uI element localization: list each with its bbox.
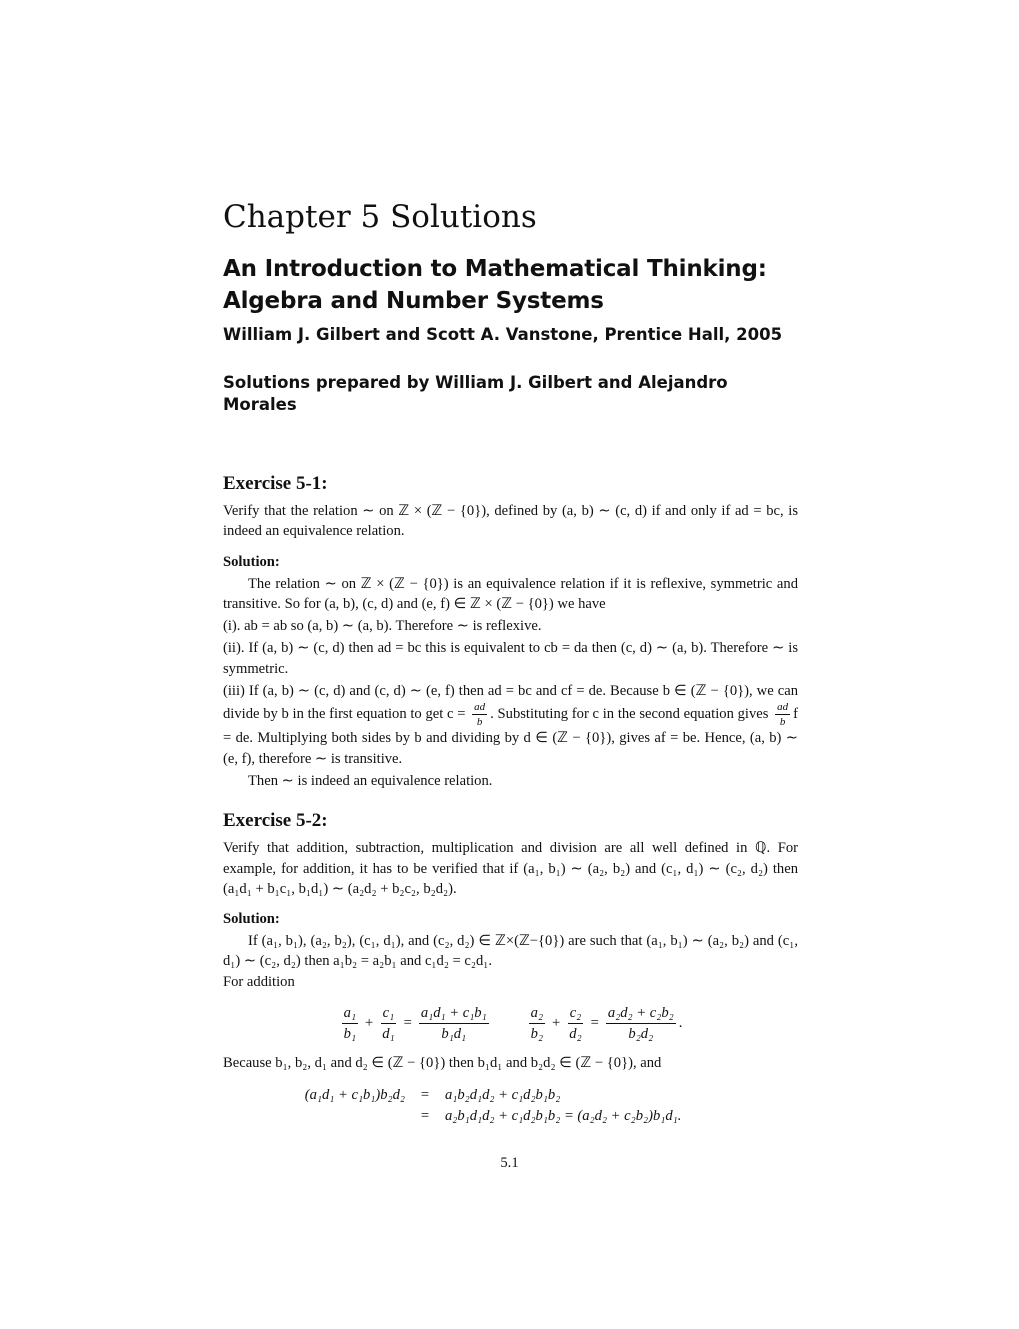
exercise-1-intro: The relation ∼ on ℤ × (ℤ − {0}) is an equivalence relation if it is reflexive, symmetric and transitive. So for (a, b), (c, d) and (e, f) ∈ ℤ × (ℤ − {0}) we have (223, 575, 798, 612)
derivation-rhs-1: a₁b₂d₁d₂ + c₁d₂b₁b₂ (445, 1087, 561, 1104)
plus-sign: + (365, 1014, 374, 1031)
fraction-numerator: a₂ (529, 1004, 545, 1024)
exercise-1-conclusion: Then ∼ is indeed an equivalence relation. (248, 772, 493, 789)
fraction (342, 1004, 358, 1043)
inline-fraction (775, 701, 790, 728)
step3-text-c: f = de. Multiplying both sides by b and dividing by d ∈ (ℤ − {0}), gives af = be. Hence, (a, b) ∼ (e, f), therefore ∼ is transitive. (223, 706, 798, 767)
fraction (419, 1004, 489, 1043)
page-number: 5.1 (500, 1155, 519, 1171)
exercise-1-solution-label: Solution: (223, 553, 280, 570)
fraction-numerator: a₁ (342, 1004, 358, 1024)
exercise-1-step-transitive (223, 681, 798, 769)
fraction-numerator: ad (777, 701, 789, 714)
exercise-1-step-symmetric: (ii). If (a, b) ∼ (c, d) then ad = bc this is equivalent to cb = da then (c, d) ∼ (a, b). Therefore ∼ is symmetric. (223, 640, 798, 677)
addition-equation-1 (339, 1004, 492, 1043)
fraction-denominator: b₂d₂ (628, 1026, 654, 1043)
equals-sign: = (590, 1014, 599, 1031)
equals-sign: = (403, 1014, 412, 1031)
book-title (223, 253, 798, 317)
fraction-denominator: d₂ (569, 1026, 582, 1043)
book-title-line1: An Introduction to Mathematical Thinking: (223, 256, 767, 282)
fraction (606, 1004, 676, 1043)
authors-line: William J. Gilbert and Scott A. Vanstone, Prentice Hall, 2005 (223, 325, 783, 344)
addition-equations (223, 1004, 798, 1043)
book-title-line2: Algebra and Number Systems (223, 288, 604, 314)
fraction-denominator: b₂ (530, 1026, 544, 1043)
fraction (529, 1004, 545, 1043)
fraction (567, 1004, 583, 1043)
inline-fraction (472, 701, 487, 728)
fraction-numerator: ad (474, 701, 486, 714)
aligned-derivation (275, 1085, 798, 1127)
fraction-denominator: d₁ (382, 1026, 395, 1043)
plus-sign: + (552, 1014, 561, 1031)
chapter-title: Chapter 5 Solutions (223, 199, 537, 235)
exercise-2-solution-label: Solution: (223, 911, 280, 928)
derivation-equals: = (420, 1087, 430, 1104)
prepared-by-line: Solutions prepared by William J. Gilbert and Alejandro Morales (223, 373, 728, 414)
fraction-numerator: c₂ (568, 1004, 584, 1024)
exercise-2-intro: If (a₁, b₁), (a₂, b₂), (c₁, d₁), and (c₂, d₂) ∈ ℤ×(ℤ−{0}) are such that (a₁, b₁) ∼ (a₂, b₂) and (c₁, d₁) ∼ (c₂, d₂) then a₁b₂ = a₂b₁ and c₁d₂ = c₂d₁. (223, 933, 798, 970)
exercise-2-problem: Verify that addition, subtraction, multiplication and division are all well defined in ℚ. For example, for addition, it has to be verified that if (a₁, b₁) ∼ (a₂, b₂) and (c₁, d₁) ∼ (c₂, d₂) then (a₁d₁ + b₁c₁, b₁d₁) ∼ (a₂d₂ + b₂c₂, b₂d₂). (223, 840, 798, 897)
exercise-1-step-reflexive: (i). ab = ab so (a, b) ∼ (a, b). Therefore ∼ is reflexive. (223, 618, 542, 635)
fraction-numerator: c₁ (381, 1004, 397, 1024)
exercise-2-heading: Exercise 5-2: (223, 810, 328, 832)
document-page (223, 195, 798, 1127)
fraction-numerator: a₁d₁ + c₁b₁ (419, 1004, 489, 1024)
fraction-numerator: a₂d₂ + c₂b₂ (606, 1004, 676, 1024)
derivation-lhs-empty (275, 1106, 405, 1127)
derivation-line-1 (275, 1085, 798, 1106)
fraction (380, 1004, 396, 1043)
exercise-2-for-addition: For addition (223, 973, 295, 990)
derivation-rhs-2: a₂b₁d₁d₂ + c₁d₂b₁b₂ = (a₂d₂ + c₂b₂)b₁d₁. (445, 1108, 682, 1125)
step3-text-a: (iii) If (a, b) ∼ (c, d) and (c, d) ∼ (e, f) then ad = bc and cf = de. Because b ∈ (ℤ − {0}), we can divide by b in the first equation to get c = (223, 683, 798, 723)
addition-equation-2: $\frac{\text{a₂}}{\text{b₂}}$ + $\frac{\text{c₂}}{\text{d₂}}$ = $\frac{\text{a₂d₂ + c₂b₂}}{\text{b₂d₂}}$ . (530, 1005, 683, 1043)
derivation-equals: = (420, 1108, 430, 1125)
exercise-2-because: Because b₁, b₂, d₁ and d₂ ∈ (ℤ − {0}) then b₁d₁ and b₂d₂ ∈ (ℤ − {0}), and (223, 1055, 662, 1072)
derivation-line-2 (275, 1106, 798, 1127)
fraction-denominator: b (476, 716, 483, 729)
fraction-denominator: b₁ (343, 1026, 357, 1043)
derivation-lhs: (a₁d₁ + c₁b₁)b₂d₂ (304, 1087, 405, 1104)
exercise-1-heading: Exercise 5-1: (223, 473, 328, 494)
exercise-1-problem: Verify that the relation ∼ on ℤ × (ℤ − {0}), defined by (a, b) ∼ (c, d) if and only if ad = bc, is indeed an equivalence relation. (223, 503, 798, 540)
step3-text-b: . Substituting for c in the second equation gives (490, 706, 773, 723)
fraction-denominator: b (779, 716, 786, 729)
fraction-denominator: b₁d₁ (441, 1026, 467, 1043)
